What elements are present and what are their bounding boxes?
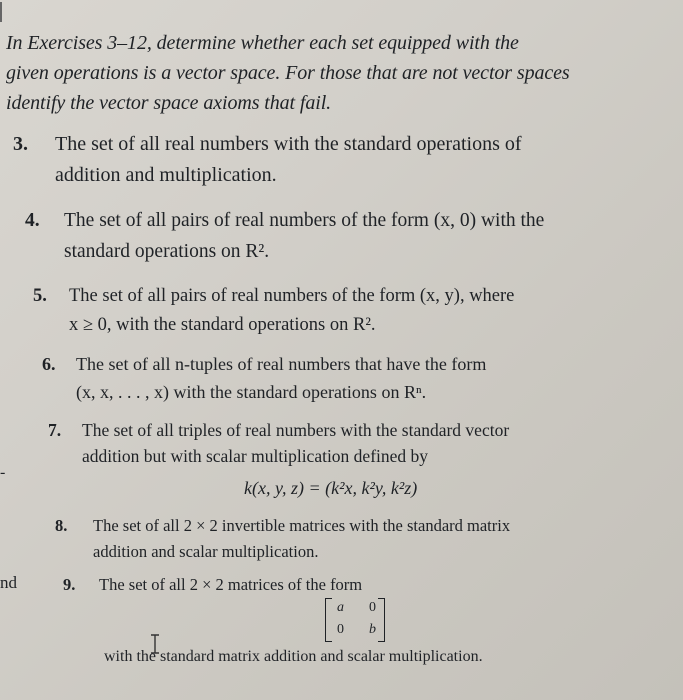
- right-bracket: [378, 598, 385, 642]
- instructions-line-2: given operations is a vector space. For those that are not vector spaces: [6, 62, 570, 84]
- exercise-number: 8.: [55, 516, 68, 535]
- exercise-text: addition but with scalar multiplication defined by: [82, 446, 429, 466]
- exercise-text: addition and multiplication.: [55, 164, 277, 186]
- exercise-number: 4.: [25, 210, 40, 231]
- margin-fragment: nd: [0, 573, 17, 592]
- exercise-text: addition and scalar multiplication.: [93, 542, 319, 561]
- exercise-number: 5.: [33, 286, 47, 306]
- exercise-number: 7.: [48, 420, 62, 440]
- instructions-line-1: In Exercises 3–12, determine whether each set equipped with the: [6, 32, 519, 54]
- exercise-text: The set of all pairs of real numbers of the form (x, 0) with the: [64, 210, 545, 231]
- exercise-9-closing: with the standard matrix addition and scalar multiplication.: [104, 648, 483, 665]
- margin-dash: -: [0, 464, 6, 481]
- matrix-entry-bottom-left: 0: [337, 622, 344, 637]
- exercise-text: The set of all pairs of real numbers of the form (x, y), where: [69, 286, 515, 306]
- left-bracket: [325, 598, 332, 642]
- exercise-text: x ≥ 0, with the standard operations on R².: [69, 315, 376, 335]
- exercise-text: (x, x, . . . , x) with the standard operations on Rⁿ.: [76, 382, 427, 402]
- exercise-number: 6.: [42, 354, 56, 374]
- matrix-entry-top-right: 0: [369, 600, 376, 615]
- exercise-text: The set of all n-tuples of real numbers that have the form: [76, 354, 487, 374]
- exercise-text: The set of all 2 × 2 matrices of the form: [99, 575, 363, 594]
- matrix-entry-a: a: [337, 600, 344, 615]
- exercise-instructions: [6, 28, 681, 118]
- exercise-text: The set of all real numbers with the standard operations of: [55, 133, 522, 155]
- matrix-entry-b: b: [369, 622, 376, 637]
- diagonal-matrix: [325, 598, 385, 642]
- exercise-number: 3.: [13, 133, 28, 155]
- instructions-line-3: identify the vector space axioms that fail.: [6, 92, 332, 114]
- margin-mark: [0, 2, 6, 22]
- exercise-text: The set of all triples of real numbers with the standard vector: [82, 420, 510, 440]
- exercise-number: 9.: [63, 575, 76, 594]
- scalar-multiplication-formula: k(x, y, z) = (k²x, k²y, k²z): [244, 478, 418, 498]
- exercise-text: The set of all 2 × 2 invertible matrices with the standard matrix: [93, 516, 511, 535]
- exercise-text: standard operations on R².: [64, 241, 270, 262]
